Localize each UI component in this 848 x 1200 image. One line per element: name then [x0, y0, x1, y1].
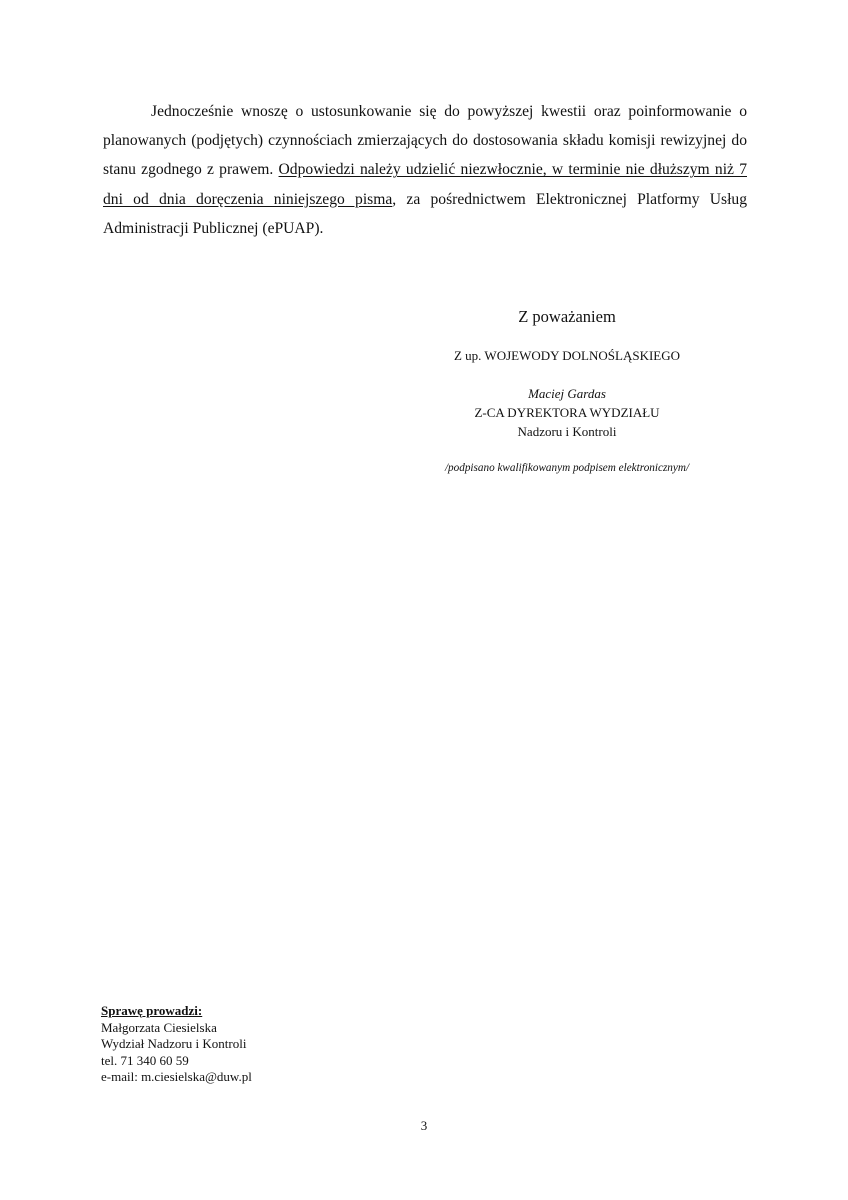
body-text-after: , za pośrednictwem Elektronicznej Platformy Usług Administracji Publicznej (ePUAP).: [103, 190, 747, 237]
case-handler-email: e-mail: m.ciesielska@duw.pl: [101, 1069, 252, 1084]
case-handler-phone: tel. 71 340 60 59: [101, 1052, 189, 1068]
signer-title: Z-CA DYREKTORA WYDZIAŁU: [474, 405, 660, 420]
signer-name: Maciej Gardas: [528, 386, 606, 401]
case-handler-heading: Sprawę prowadzi:: [101, 1003, 203, 1018]
case-handler-name: Małgorzata Ciesielska: [101, 1019, 217, 1035]
closing-authority: Z up. WOJEWODY DOLNOŚLĄSKIEGO: [453, 348, 681, 363]
signer-department: Nadzoru i Kontroli: [517, 424, 617, 439]
case-handler-department: Wydział Nadzoru i Kontroli: [101, 1036, 247, 1051]
page-number: 3: [420, 1118, 428, 1133]
body-paragraph: [103, 97, 747, 243]
case-handler-block: [101, 1003, 252, 1086]
body-text-before: Jednocześnie wnoszę o ustosunkowanie się do powyższej kwestii oraz poinformowanie o planowanych (podjętych) czynnościach zmierzających do dostosowania składu komisji rewizyjnej do stanu zgodnego z prawem.: [103, 103, 747, 179]
body-text-deadline: Odpowiedzi należy udzielić niezwłocznie, w terminie nie dłuższym niż 7 dni od dnia doręczenia niniejszego pisma: [103, 161, 747, 208]
electronic-signature-note: /podpisano kwalifikowanym podpisem elektronicznym/: [444, 462, 690, 474]
closing-greeting: Z poważaniem: [518, 307, 616, 326]
